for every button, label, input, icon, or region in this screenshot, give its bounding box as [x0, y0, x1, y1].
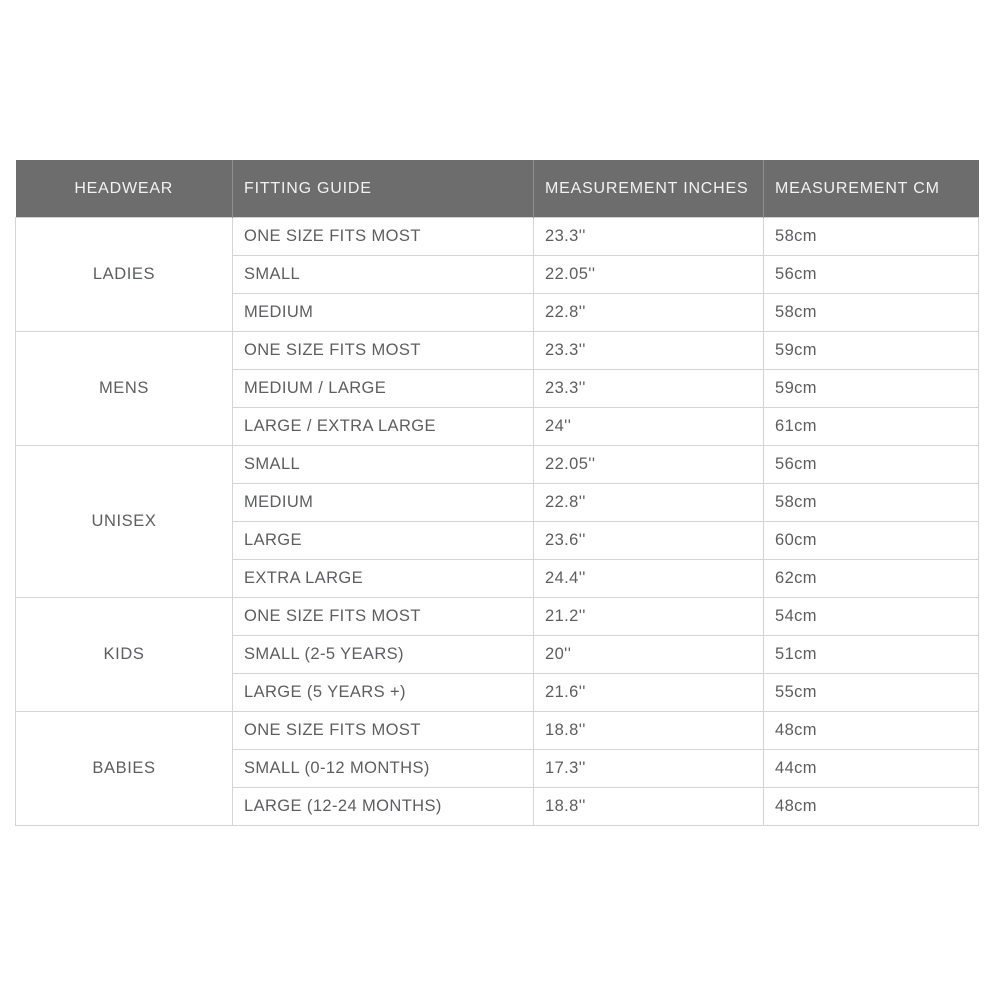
fitting-cell: ONE SIZE FITS MOST — [233, 598, 534, 636]
inches-cell: 18.8'' — [534, 788, 764, 826]
inches-cell: 22.8'' — [534, 294, 764, 332]
cm-cell: 48cm — [764, 788, 979, 826]
cm-cell: 56cm — [764, 446, 979, 484]
inches-cell: 23.3'' — [534, 332, 764, 370]
cm-cell: 58cm — [764, 294, 979, 332]
inches-cell: 24.4'' — [534, 560, 764, 598]
fitting-cell: LARGE (12-24 MONTHS) — [233, 788, 534, 826]
cm-cell: 61cm — [764, 408, 979, 446]
category-cell-unisex: UNISEX — [16, 446, 233, 598]
col-header-headwear: HEADWEAR — [16, 160, 233, 218]
col-header-measurement-cm: MEASUREMENT CM — [764, 160, 979, 218]
cm-cell: 55cm — [764, 674, 979, 712]
inches-cell: 21.2'' — [534, 598, 764, 636]
inches-cell: 21.6'' — [534, 674, 764, 712]
table-header — [16, 160, 979, 218]
fitting-cell: LARGE (5 YEARS +) — [233, 674, 534, 712]
cm-cell: 59cm — [764, 332, 979, 370]
category-cell-kids: KIDS — [16, 598, 233, 712]
fitting-cell: MEDIUM — [233, 484, 534, 522]
fitting-cell: MEDIUM — [233, 294, 534, 332]
cm-cell: 58cm — [764, 484, 979, 522]
inches-cell: 24'' — [534, 408, 764, 446]
cm-cell: 58cm — [764, 218, 979, 256]
fitting-cell: LARGE — [233, 522, 534, 560]
table-row — [16, 598, 979, 636]
inches-cell: 22.05'' — [534, 446, 764, 484]
category-cell-babies: BABIES — [16, 712, 233, 826]
cm-cell: 44cm — [764, 750, 979, 788]
table-row — [16, 446, 979, 484]
inches-cell: 18.8'' — [534, 712, 764, 750]
inches-cell: 23.6'' — [534, 522, 764, 560]
fitting-cell: ONE SIZE FITS MOST — [233, 218, 534, 256]
cm-cell: 62cm — [764, 560, 979, 598]
fitting-cell: ONE SIZE FITS MOST — [233, 332, 534, 370]
cm-cell: 59cm — [764, 370, 979, 408]
category-cell-mens: MENS — [16, 332, 233, 446]
fitting-cell: SMALL (0-12 MONTHS) — [233, 750, 534, 788]
inches-cell: 23.3'' — [534, 370, 764, 408]
cm-cell: 60cm — [764, 522, 979, 560]
category-cell-ladies: LADIES — [16, 218, 233, 332]
cm-cell: 56cm — [764, 256, 979, 294]
inches-cell: 23.3'' — [534, 218, 764, 256]
table-row — [16, 332, 979, 370]
inches-cell: 17.3'' — [534, 750, 764, 788]
fitting-cell: EXTRA LARGE — [233, 560, 534, 598]
fitting-cell: SMALL — [233, 446, 534, 484]
fitting-cell: LARGE / EXTRA LARGE — [233, 408, 534, 446]
table-body — [16, 218, 979, 826]
inches-cell: 20'' — [534, 636, 764, 674]
fitting-cell: SMALL — [233, 256, 534, 294]
cm-cell: 48cm — [764, 712, 979, 750]
size-chart — [15, 160, 979, 826]
inches-cell: 22.8'' — [534, 484, 764, 522]
fitting-cell: ONE SIZE FITS MOST — [233, 712, 534, 750]
table-row — [16, 218, 979, 256]
fitting-cell: MEDIUM / LARGE — [233, 370, 534, 408]
size-chart-table — [15, 160, 979, 826]
col-header-measurement-inches: MEASUREMENT INCHES — [534, 160, 764, 218]
col-header-fitting-guide: FITTING GUIDE — [233, 160, 534, 218]
cm-cell: 51cm — [764, 636, 979, 674]
fitting-cell: SMALL (2-5 YEARS) — [233, 636, 534, 674]
inches-cell: 22.05'' — [534, 256, 764, 294]
cm-cell: 54cm — [764, 598, 979, 636]
table-row — [16, 712, 979, 750]
header-row — [16, 160, 979, 218]
